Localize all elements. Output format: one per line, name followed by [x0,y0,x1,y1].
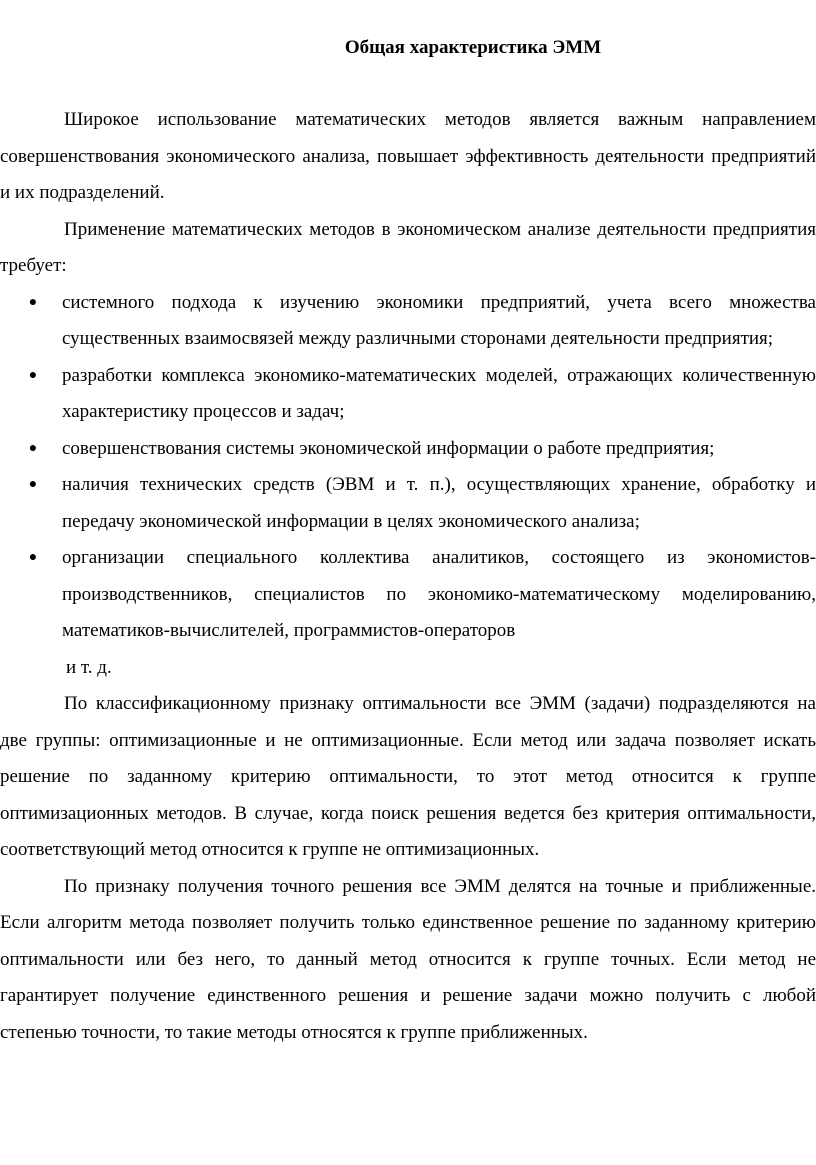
paragraph-intro: Широкое использование математических методов является важным направлением совершенствования экономического анализа, повышает эффективность деятельности предприятий и их подразделений. [0,109,816,203]
list-item-text: системного подхода к изучению экономики предприятий, учета всего множества существенных взаимосвязей между различными сторонами деятельности предприятия; [62,291,816,349]
bullet-icon: ● [28,367,38,383]
document-page [0,30,816,1051]
paragraph-requirements: Применение математических методов в экономическом анализе деятельности предприятия требует: [0,218,816,276]
list-item [0,467,816,540]
list-item [0,358,816,431]
list-item-text: разработки комплекса экономико-математических моделей, отражающих количественную характеристику процессов и задач; [62,364,816,422]
list-tail-text: и т. д. [66,656,112,678]
list-item [0,540,816,650]
list-item [0,431,816,468]
bullet-icon: ● [28,440,38,456]
bullet-icon: ● [28,477,38,492]
list-item-text: организации специального коллектива аналитиков, состоящего из экономистов-производственников, специалистов по экономико-математическому моделированию, математиков-вычислителей, программистов-операторов [62,547,816,641]
requirements-list [0,285,816,650]
list-item [0,285,816,358]
bullet-icon: ● [28,294,38,310]
bullet-icon: ● [28,550,38,565]
paragraph-exactness: По признаку получения точного решения все ЭММ делятся на точные и приближенные. Если алгоритм метода позволяет получить только единственное решение по заданному критерию оптимальности или без него, то данный метод относится к группе точных. Если метод не гарантирует получение единственного решения и решение задачи можно получить с любой степенью точности, то такие методы относятся к группе приближенных. [0,875,816,1043]
blank-line [0,66,816,102]
document-title: Общая характеристика ЭММ [344,37,602,58]
paragraph-optimality: По классификационному признаку оптимальности все ЭММ (задачи) подразделяются на две группы: оптимизационные и не оптимизационные. Если метод или задача позволяет искать решение по заданному критерию оптимальности, то этот метод относится к группе оптимизационных методов. В случае, когда поиск решения ведется без критерия оптимальности, соответствующий метод относится к группе не оптимизационных. [0,693,816,860]
list-item-text: наличия технических средств (ЭВМ и т. п.), осуществляющих хранение, обработку и передачу экономической информации в целях экономического анализа; [62,474,816,532]
list-item-text: совершенствования системы экономической информации о работе предприятия; [62,437,715,459]
